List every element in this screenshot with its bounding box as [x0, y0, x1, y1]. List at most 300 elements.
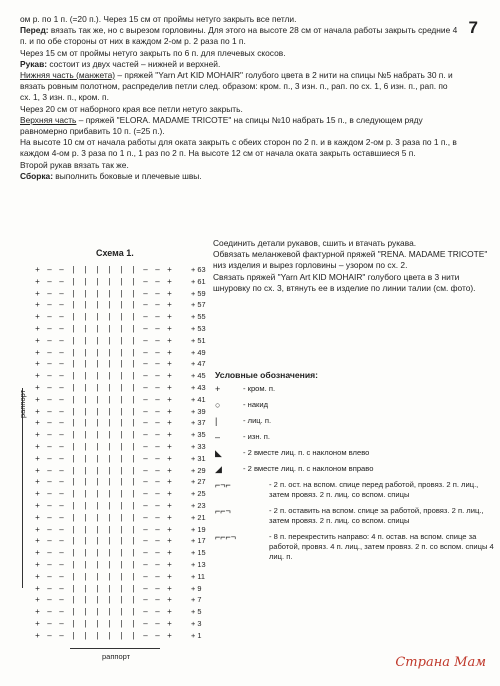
chart-cell: |: [84, 418, 87, 428]
chart-cell: |: [72, 583, 75, 593]
chart-cell: |: [120, 394, 123, 404]
legend-text: - лиц. п.: [243, 416, 272, 425]
chart-cell: |: [96, 347, 99, 357]
rapport-horizontal-label: раппорт: [102, 652, 131, 661]
chart-cell: |: [84, 383, 87, 392]
chart-cell: –: [155, 394, 160, 404]
chart-cell: |: [96, 619, 99, 628]
chart-cell: +: [167, 524, 172, 534]
chart-cell: –: [59, 453, 64, 463]
chart-cell: –: [47, 595, 52, 605]
chart-cell: –: [155, 300, 160, 310]
chart-row: [33, 583, 202, 595]
chart-cell: –: [143, 465, 148, 475]
chart-cell: –: [155, 418, 160, 428]
chart-row: [33, 488, 206, 500]
chart-cell: –: [47, 489, 52, 499]
chart-cell: –: [155, 630, 160, 640]
chart-cell: |: [84, 300, 87, 310]
chart-cell: –: [47, 583, 52, 593]
chart-cell: |: [120, 312, 123, 322]
chart-cell: |: [108, 595, 111, 605]
chart-cell: –: [47, 536, 52, 546]
chart-cell: –: [47, 619, 52, 628]
chart-cell: |: [120, 383, 123, 392]
chart-cell: –: [47, 406, 52, 416]
chart-cell: –: [155, 571, 160, 581]
chart-row: [33, 559, 206, 571]
chart-cell: –: [143, 512, 148, 522]
row-number: + 35: [191, 430, 206, 440]
chart-cell: |: [120, 595, 123, 605]
chart-cell: |: [108, 335, 111, 345]
chart-cell: –: [47, 265, 52, 274]
chart-cell: +: [167, 536, 172, 546]
text-line: Второй рукав вязать так же.: [20, 159, 129, 170]
chart-cell: –: [59, 489, 64, 499]
chart-cell: |: [84, 619, 87, 628]
chart-cell: |: [96, 359, 99, 369]
chart-cell: –: [59, 548, 64, 558]
chart-cell: +: [167, 276, 172, 286]
chart-cell: |: [72, 465, 75, 475]
chart-cell: |: [132, 489, 135, 499]
chart-cell: +: [167, 489, 172, 499]
chart-cell: –: [143, 335, 148, 345]
chart-cell: |: [96, 595, 99, 605]
row-number: + 31: [191, 453, 206, 463]
chart-cell: +: [167, 371, 172, 381]
chart-cell: |: [84, 276, 87, 286]
chart-cell: |: [120, 347, 123, 357]
chart-cell: |: [120, 583, 123, 593]
chart-cell: +: [35, 418, 40, 428]
chart-cell: |: [120, 276, 123, 286]
chart-cell: +: [35, 442, 40, 451]
chart-row: [33, 524, 206, 536]
chart-cell: –: [143, 607, 148, 617]
row-number: + 13: [191, 560, 206, 569]
chart-cell: |: [132, 276, 135, 286]
text-line: Сборка: выполнить боковые и плечевые швы.: [20, 170, 202, 181]
row-number: + 33: [191, 442, 206, 451]
chart-cell: |: [84, 607, 87, 617]
chart-cell: +: [167, 607, 172, 617]
chart-cell: |: [108, 536, 111, 546]
chart-row: [33, 500, 206, 512]
chart-cell: –: [47, 335, 52, 345]
chart-cell: |: [132, 524, 135, 534]
chart-cell: |: [132, 536, 135, 546]
chart-cell: +: [167, 477, 172, 487]
chart-cell: –: [143, 406, 148, 416]
chart-cell: –: [59, 607, 64, 617]
chart-cell: –: [143, 430, 148, 440]
chart-cell: +: [35, 383, 40, 392]
legend-text: - кром. п.: [243, 384, 276, 393]
chart-cell: –: [59, 619, 64, 628]
chart-cell: –: [59, 265, 64, 274]
chart-row: [33, 535, 206, 547]
chart-cell: –: [143, 347, 148, 357]
chart-cell: |: [96, 288, 99, 298]
chart-cell: |: [120, 300, 123, 310]
chart-cell: +: [35, 335, 40, 345]
chart-cell: |: [120, 288, 123, 298]
chart-cell: +: [35, 477, 40, 487]
chart-row: [33, 476, 206, 488]
chart-cell: |: [132, 607, 135, 617]
legend-text: - 8 п. перекрестить направо: 4 п. остав. на вспом. спице за работой, провяз. 4 п. лиц., затем провяз. 2 п. со вспом. спицы 4 лиц. п.: [269, 532, 494, 561]
row-number: + 63: [191, 265, 206, 274]
chart-cell: |: [96, 583, 99, 593]
chart-cell: +: [167, 583, 172, 593]
chart-cell: |: [84, 347, 87, 357]
chart-cell: –: [143, 265, 148, 274]
chart-cell: –: [59, 394, 64, 404]
chart-row: [33, 406, 206, 418]
chart-cell: |: [108, 524, 111, 534]
chart-cell: –: [155, 477, 160, 487]
chart-cell: –: [47, 312, 52, 322]
section-label: Нижняя часть (манжета): [20, 70, 116, 81]
chart-cell: +: [35, 324, 40, 333]
chart-cell: –: [143, 595, 148, 605]
chart-cell: +: [35, 583, 40, 593]
chart-cell: +: [167, 347, 172, 357]
chart-cell: |: [72, 619, 75, 628]
chart-cell: |: [96, 276, 99, 286]
chart-cell: |: [108, 276, 111, 286]
chart-cell: |: [96, 524, 99, 534]
legend-item: [215, 480, 495, 500]
chart-cell: |: [72, 630, 75, 640]
chart-cell: |: [120, 359, 123, 369]
chart-cell: |: [132, 548, 135, 558]
chart-cell: –: [59, 300, 64, 310]
chart-row: [33, 512, 206, 524]
chart-cell: |: [132, 418, 135, 428]
watermark: Страна Мам: [395, 655, 486, 670]
chart-cell: |: [84, 524, 87, 534]
chart-cell: |: [72, 335, 75, 345]
chart-cell: |: [96, 312, 99, 322]
chart-cell: |: [72, 418, 75, 428]
chart-cell: |: [108, 300, 111, 310]
chart-cell: |: [72, 489, 75, 499]
row-number: + 47: [191, 359, 206, 369]
chart-cell: |: [96, 335, 99, 345]
row-number: + 27: [191, 477, 206, 487]
row-number: + 53: [191, 324, 206, 333]
chart-cell: –: [143, 276, 148, 286]
chart-cell: |: [108, 359, 111, 369]
chart-cell: |: [72, 288, 75, 298]
chart-cell: |: [84, 548, 87, 558]
chart-cell: +: [167, 300, 172, 310]
text-line: Через 15 см от проймы нетуго закрыть по 6 п. для плечевых скосов.: [20, 47, 286, 58]
chart-cell: |: [84, 265, 87, 274]
chart-cell: –: [143, 300, 148, 310]
chart-cell: |: [132, 477, 135, 487]
chart-cell: |: [96, 501, 99, 510]
chart-cell: –: [143, 442, 148, 451]
chart-cell: |: [120, 418, 123, 428]
chart-cell: –: [155, 312, 160, 322]
chart-cell: |: [132, 430, 135, 440]
chart-cell: |: [96, 418, 99, 428]
chart-cell: |: [72, 312, 75, 322]
chart-cell: –: [143, 524, 148, 534]
row-number: + 55: [191, 312, 206, 322]
chart-cell: –: [155, 371, 160, 381]
chart-cell: +: [167, 465, 172, 475]
chart-cell: –: [155, 595, 160, 605]
legend-item: [215, 448, 495, 458]
chart-cell: +: [167, 335, 172, 345]
chart-row: [33, 441, 206, 453]
chart-cell: –: [59, 477, 64, 487]
chart-cell: –: [59, 501, 64, 510]
chart-row: [33, 630, 202, 642]
chart-cell: |: [84, 442, 87, 451]
chart-cell: |: [84, 489, 87, 499]
row-number: + 51: [191, 335, 206, 345]
chart-cell: |: [132, 288, 135, 298]
chart-cell: +: [167, 442, 172, 451]
chart-cell: +: [167, 453, 172, 463]
chart-cell: |: [84, 501, 87, 510]
chart-cell: |: [132, 595, 135, 605]
chart-row: [33, 276, 206, 288]
chart-cell: |: [132, 571, 135, 581]
chart-cell: +: [35, 430, 40, 440]
chart-cell: |: [84, 595, 87, 605]
chart-cell: |: [84, 465, 87, 475]
chart-cell: |: [120, 442, 123, 451]
chart-cell: |: [120, 630, 123, 640]
chart-cell: |: [72, 276, 75, 286]
chart-cell: –: [143, 371, 148, 381]
chart-cell: |: [120, 536, 123, 546]
chart-cell: |: [120, 607, 123, 617]
chart-cell: |: [72, 453, 75, 463]
row-number: + 21: [191, 512, 206, 522]
chart-cell: –: [155, 335, 160, 345]
chart-cell: |: [96, 453, 99, 463]
stitch-symbol-icon: ⌐¬⌐: [215, 480, 231, 490]
chart-cell: +: [167, 430, 172, 440]
chart-cell: –: [155, 276, 160, 286]
assembly-text: [213, 238, 488, 294]
text-line: Обвязать меланжевой фактурной пряжей "RENA. MADAME TRICOTE" низ изделия и вырез горловины – узором по сх. 2.: [213, 249, 488, 271]
chart-cell: |: [120, 571, 123, 581]
chart-cell: |: [96, 383, 99, 392]
row-number: + 19: [191, 524, 206, 534]
chart-cell: |: [132, 324, 135, 333]
chart-cell: +: [167, 595, 172, 605]
chart-cell: –: [59, 583, 64, 593]
section-label: Перед:: [20, 25, 49, 36]
chart-row: [33, 382, 206, 394]
chart-row: [33, 311, 206, 323]
chart-cell: +: [167, 394, 172, 404]
chart-cell: –: [59, 512, 64, 522]
row-number: + 37: [191, 418, 206, 428]
chart-cell: |: [108, 583, 111, 593]
chart-cell: |: [108, 418, 111, 428]
chart-cell: |: [108, 619, 111, 628]
chart-cell: |: [72, 371, 75, 381]
chart-cell: –: [155, 583, 160, 593]
chart-cell: –: [47, 524, 52, 534]
chart-cell: +: [35, 347, 40, 357]
chart-cell: |: [84, 406, 87, 416]
chart-cell: |: [108, 430, 111, 440]
chart-cell: |: [72, 607, 75, 617]
chart-cell: +: [35, 630, 40, 640]
main-text: [20, 14, 460, 182]
chart-row: [33, 323, 206, 335]
chart-cell: +: [35, 607, 40, 617]
chart-cell: |: [96, 571, 99, 581]
chart-cell: +: [167, 265, 172, 274]
chart-cell: |: [72, 560, 75, 569]
chart-cell: –: [59, 371, 64, 381]
chart-cell: +: [35, 489, 40, 499]
chart-cell: |: [132, 371, 135, 381]
chart-row: [33, 594, 202, 606]
chart-cell: |: [120, 265, 123, 274]
chart-row: [33, 264, 206, 276]
stitch-symbol-icon: ◣: [215, 448, 222, 458]
row-number: + 29: [191, 465, 206, 475]
chart-cell: |: [108, 383, 111, 392]
stitch-symbol-icon: +: [215, 384, 221, 394]
chart-cell: –: [47, 418, 52, 428]
chart-cell: +: [167, 383, 172, 392]
row-number: + 9: [191, 583, 202, 593]
chart-cell: |: [132, 394, 135, 404]
row-number: + 5: [191, 607, 202, 617]
chart-cell: –: [59, 536, 64, 546]
chart-cell: |: [108, 465, 111, 475]
row-number: + 1: [191, 630, 202, 640]
chart-cell: +: [167, 571, 172, 581]
chart-cell: –: [59, 465, 64, 475]
chart-cell: –: [47, 394, 52, 404]
chart-cell: |: [132, 453, 135, 463]
chart-cell: |: [132, 442, 135, 451]
chart-cell: +: [35, 465, 40, 475]
chart-title: Схема 1.: [96, 248, 134, 258]
text-line: Связать пряжей "Yarn Art KID MOHAIR" голубого цвета в 3 нити шнуровку по сх. 3, втянуть ее в изделие по линии талии (см. фото).: [213, 271, 476, 293]
chart-cell: +: [35, 501, 40, 510]
chart-cell: +: [35, 300, 40, 310]
text-line: ом р. по 1 п. (=20 п.). Через 15 см от проймы нетуго закрыть все петли.: [20, 14, 297, 24]
chart-cell: |: [120, 560, 123, 569]
chart-cell: |: [84, 560, 87, 569]
chart-row: [33, 429, 206, 441]
chart-cell: –: [59, 571, 64, 581]
chart-cell: |: [96, 607, 99, 617]
chart-cell: |: [96, 536, 99, 546]
chart-cell: |: [96, 465, 99, 475]
chart-row: [33, 394, 206, 406]
chart-cell: –: [155, 560, 160, 569]
chart-row: [33, 417, 206, 429]
chart-cell: |: [120, 335, 123, 345]
chart-cell: –: [59, 383, 64, 392]
chart-cell: |: [96, 442, 99, 451]
chart-cell: +: [167, 312, 172, 322]
chart-cell: –: [143, 489, 148, 499]
chart-cell: –: [47, 288, 52, 298]
legend-item: [215, 432, 495, 442]
chart-cell: |: [72, 548, 75, 558]
chart-cell: |: [120, 512, 123, 522]
chart-cell: –: [59, 312, 64, 322]
chart-cell: |: [72, 300, 75, 310]
section-label: Сборка:: [20, 170, 53, 181]
chart-cell: |: [132, 619, 135, 628]
row-number: + 25: [191, 489, 206, 499]
chart-cell: |: [132, 359, 135, 369]
chart-cell: |: [120, 619, 123, 628]
rapport-vertical-line: [22, 388, 23, 588]
chart-cell: |: [108, 477, 111, 487]
chart-cell: –: [59, 406, 64, 416]
chart-cell: |: [72, 324, 75, 333]
chart-cell: –: [155, 619, 160, 628]
chart-cell: –: [143, 630, 148, 640]
chart-cell: –: [47, 512, 52, 522]
chart-cell: –: [155, 501, 160, 510]
legend-text: - 2 вместе лиц. п. с наклоном вправо: [243, 464, 374, 473]
chart-cell: |: [120, 371, 123, 381]
chart-cell: |: [96, 512, 99, 522]
chart-cell: |: [108, 442, 111, 451]
row-number: + 3: [191, 619, 202, 628]
text-line: На высоте 10 см от начала работы для оката закрыть с обеих сторон по 2 п. и в каждом 2-ом р. 3 раза по 1 п., в каждом 4-ом р. 3 раза по 1 п., 1 раз по 2 п. На высоте 12 см от начала оката закрыть оставшиеся 5 п.: [20, 137, 457, 159]
chart-cell: |: [96, 394, 99, 404]
row-number: + 59: [191, 288, 206, 298]
chart-cell: |: [132, 465, 135, 475]
chart-cell: |: [84, 371, 87, 381]
chart-cell: –: [47, 477, 52, 487]
chart-cell: –: [47, 383, 52, 392]
chart-cell: +: [167, 560, 172, 569]
chart-cell: +: [167, 288, 172, 298]
chart-cell: |: [84, 430, 87, 440]
chart-row: [33, 547, 206, 559]
section-label: Рукав:: [20, 58, 48, 69]
chart-cell: –: [155, 489, 160, 499]
chart-cell: –: [155, 536, 160, 546]
legend-item: [215, 416, 495, 426]
chart-cell: –: [143, 571, 148, 581]
chart-cell: |: [132, 406, 135, 416]
legend-item: [215, 464, 495, 474]
chart-cell: |: [108, 394, 111, 404]
chart-cell: |: [84, 512, 87, 522]
chart-cell: –: [59, 524, 64, 534]
section-label: Верхняя часть: [20, 114, 77, 125]
chart-cell: +: [35, 371, 40, 381]
rapport-vertical-label: раппорт: [18, 389, 27, 418]
chart-cell: |: [84, 359, 87, 369]
chart-cell: |: [72, 347, 75, 357]
